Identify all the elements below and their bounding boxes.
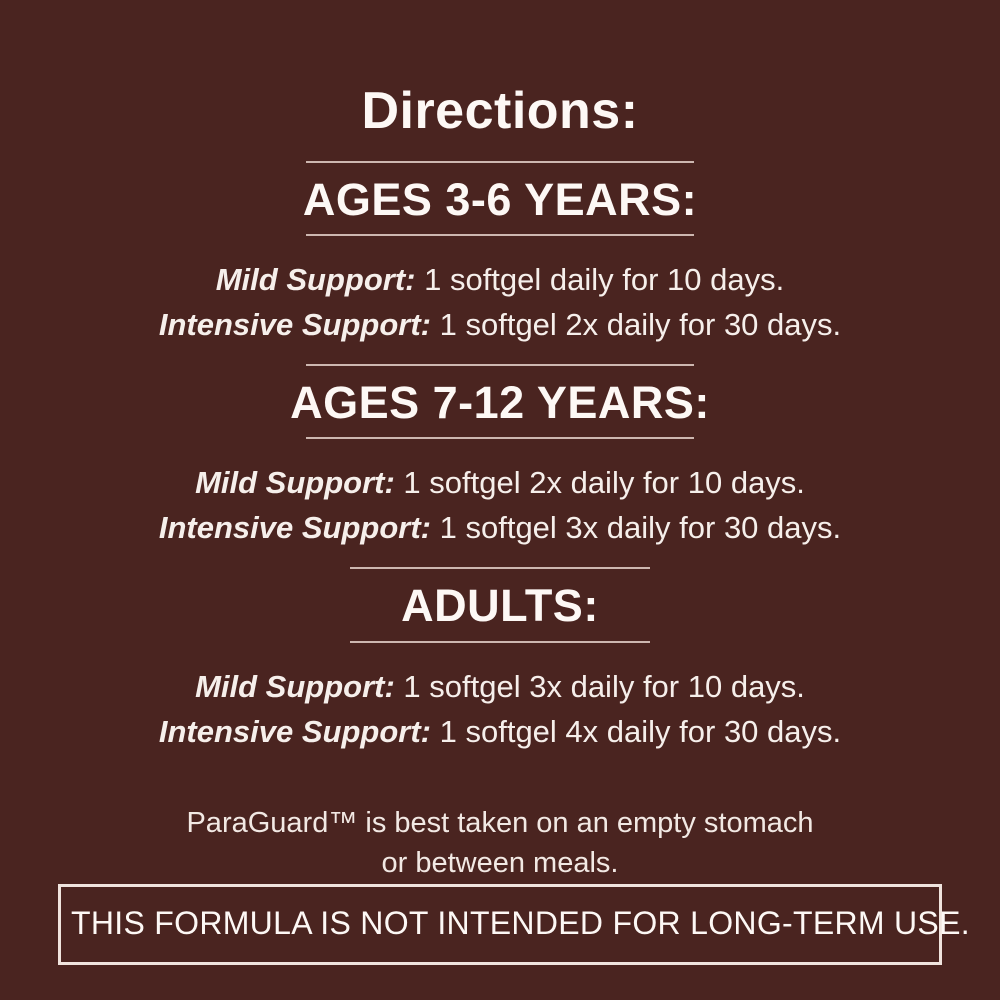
dose-value-mild: 1 softgel daily for 10 days.: [424, 262, 785, 298]
long-term-use-warning-text: THIS FORMULA IS NOT INTENDED FOR LONG-TERM USE.: [71, 904, 970, 941]
dose-label-mild: Mild Support:: [195, 465, 395, 501]
divider-top: [306, 364, 694, 366]
dose-list-ages-3-6: [159, 258, 841, 348]
dosage-section-adults: [40, 551, 960, 754]
dose-line-intensive: [159, 710, 841, 755]
dose-label-mild: Mild Support:: [195, 668, 395, 704]
dose-line-mild: [159, 258, 841, 303]
page-title: Directions:: [361, 82, 639, 140]
dose-line-intensive: [159, 303, 841, 348]
dose-value-mild: 1 softgel 2x daily for 10 days.: [403, 465, 805, 501]
dose-label-intensive: Intensive Support:: [158, 510, 431, 546]
long-term-use-warning-box: [58, 884, 970, 965]
dose-label-intensive: Intensive Support:: [158, 307, 431, 343]
dose-value-intensive: 1 softgel 2x daily for 30 days.: [439, 307, 842, 343]
section-heading-ages-3-6: AGES 3-6 YEARS:: [302, 173, 698, 225]
dose-value-intensive: 1 softgel 3x daily for 30 days.: [439, 510, 842, 546]
divider-bottom: [350, 641, 650, 643]
dosage-section-ages-3-6: [40, 145, 960, 348]
dose-list-ages-7-12: [159, 461, 841, 551]
divider-top: [306, 161, 694, 163]
dose-line-mild: [159, 461, 841, 506]
dose-line-mild: [159, 665, 841, 710]
section-heading-adults: ADULTS:: [401, 580, 599, 632]
dose-line-intensive: [159, 506, 841, 551]
usage-note: ParaGuard™ is best taken on an empty stomach or between meals.: [186, 806, 814, 880]
dose-value-mild: 1 softgel 3x daily for 10 days.: [403, 668, 805, 704]
dose-label-intensive: Intensive Support:: [158, 713, 431, 749]
dosage-section-ages-7-12: [40, 348, 960, 551]
divider-bottom: [306, 437, 694, 439]
dose-list-adults: [159, 665, 841, 755]
divider-bottom: [306, 234, 694, 236]
dose-value-intensive: 1 softgel 4x daily for 30 days.: [439, 713, 842, 749]
section-heading-ages-7-12: AGES 7-12 YEARS:: [290, 376, 710, 428]
dose-label-mild: Mild Support:: [215, 262, 416, 298]
divider-top: [350, 567, 650, 569]
